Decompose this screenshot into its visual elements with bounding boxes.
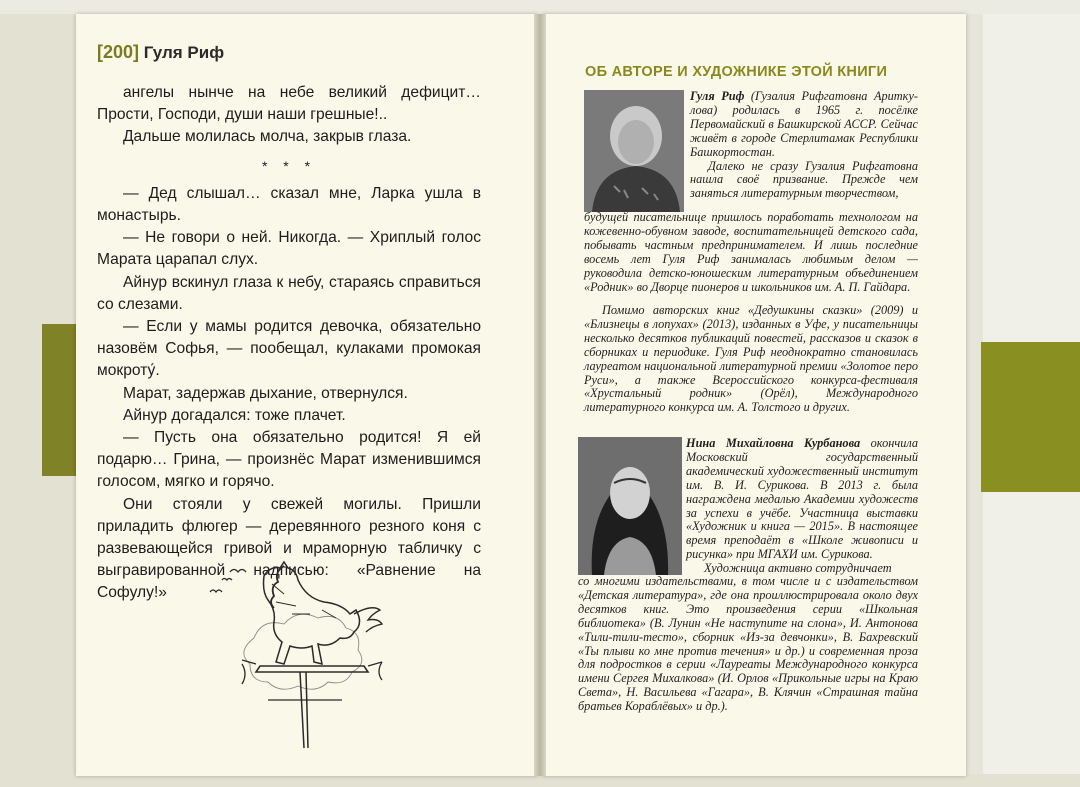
left-body-text <box>97 82 481 605</box>
paragraph: — Не говори о ней. Никогда. — Хриплый голос Марата царапал слух. <box>97 229 481 269</box>
artist-bio-intro: окончила Московский государственный академический художественный институт им. В. И. Сурикова. В 2013 г. была награждена медалью Академии художеств за успехи в учёбе. Участница выставки «Художник и книга — 2015». В настоящее время преподаёт в «Школе живописи и рисунка» при МГАХИ им. Сурикова. <box>686 436 918 562</box>
author-photo <box>584 90 684 212</box>
author-bio-p1 <box>584 211 918 294</box>
author-bio-p2-text: Помимо авторских книг «Дедушкины сказки» (2009) и «Близнецы в лопухах» (2013), изданных в Уфе, у писательницы несколько десятков публикаций повестей, рассказов и сказок в сборниках и периодике. Гуля Риф неоднократно становилась лауреатом национальной литературной премии «Золотое перо Руси», а также Всероссийского конкурса-фестиваля «Хрустальный родник» (Орёл), Международного литературного конкурса им. А. Толстого и других. <box>584 303 918 415</box>
paragraph: Айнур вскинул глаза к небу, стараясь справиться со слезами. <box>97 273 481 313</box>
paragraph: Они стояли у свежей могилы. Пришли приладить флюгер — деревянного резного коня с развевающейся гривой и мраморную табличку с выгравированной надписью: «Равнение на Софулу!» <box>97 495 481 602</box>
scan-margin <box>0 0 1080 14</box>
artist-name: Нина Михайловна Курбанова <box>686 436 861 450</box>
weathervane-horse-illustration <box>172 544 412 754</box>
paragraph: ангелы нынче на небе великий дефицит… Прости, Господи, души наши грешные!.. <box>97 84 481 124</box>
artist-bio-p1 <box>578 575 918 714</box>
section-separator: * * * <box>261 157 317 174</box>
paragraph: Айнур догадался: тоже плачет. <box>123 406 346 424</box>
author-bio-top <box>690 90 918 201</box>
running-header <box>97 42 224 63</box>
author-bio-intro: (Гузалия Рифгатовна Аритку-лова) родилась в 1965 г. посёлке Первомайский в Башкирской АССР. Сейчас живёт в городе Стерлитамак Республики Башкортостан. <box>690 89 918 159</box>
paragraph: — Пусть она обязательно родится! Я ей подарю… Грина, — произнёс Марат изменившимся голосом, мягко и горячо. <box>97 429 481 491</box>
author-bio-p1-start: Далеко не сразу Гузалия Рифгатовна нашла своё призвание. Прежде чем заняться литературным творчеством, <box>690 158 918 201</box>
paragraph: — Если у мамы родится девочка, обязательно назовём Софья, — пообещал, кулаками промокая мокроту́. <box>97 318 481 380</box>
artist-bio-p1-rest: со многими издательствами, в том числе и с издательством «Детская литература», где она проиллюстрировала около двух десятков книг. Это произведения серии «Школьная библиотека» (В. Лунин «Не наступите на слона», И. Антонова «Тили-тили-тесто», сборник «Из-за девчонки», В. Бахревский «Ты плыви ко мне против течения» и др.) и современная проза для подростков в серии «Лауреаты Международного конкурса имени Сергея Михалкова» (И. Орлов «Прикольные игры на Краю Света», Н. Васильева «Гагара», В. Клячин «Страшная тайна братьев Кораблёвых» и др.). <box>578 574 918 714</box>
artist-photo <box>578 437 682 575</box>
book-cover-edge <box>960 14 1080 774</box>
cover-green-strip <box>981 342 1080 492</box>
paragraph: — Дед слышал… сказал мне, Ларка ушла в монастырь. <box>97 184 481 225</box>
book-gutter <box>534 14 546 776</box>
page-number: [200] <box>97 42 140 62</box>
author-name: Гуля Риф <box>690 89 745 103</box>
header-author: Гуля Риф <box>143 43 225 62</box>
cover-green-strip-left <box>42 324 76 476</box>
paragraph: Дальше молилась молча, закрыв глаза. <box>123 128 412 146</box>
section-title: ОБ АВТОРЕ И ХУДОЖНИКЕ ЭТОЙ КНИГИ <box>585 64 888 80</box>
author-bio-p1-rest: будущей писательнице пришлось поработать технологом на кожевенно-обувном заводе, воспитательницей детского сада, побывать частным предпринимателем. И лишь последние восемь лет Гуля Риф занималась любимым делом — руководила детско-юношеским литературным объединением «Родник» во Дворце пионеров и школьников им. А. П. Гайдара. <box>584 210 918 294</box>
artist-bio-top <box>686 437 918 576</box>
artist-bio-p1-start: Художница активно сотрудничает <box>704 561 892 576</box>
paragraph: Марат, задержав дыхание, отвернулся. <box>123 384 408 402</box>
author-bio-p2 <box>584 304 918 415</box>
